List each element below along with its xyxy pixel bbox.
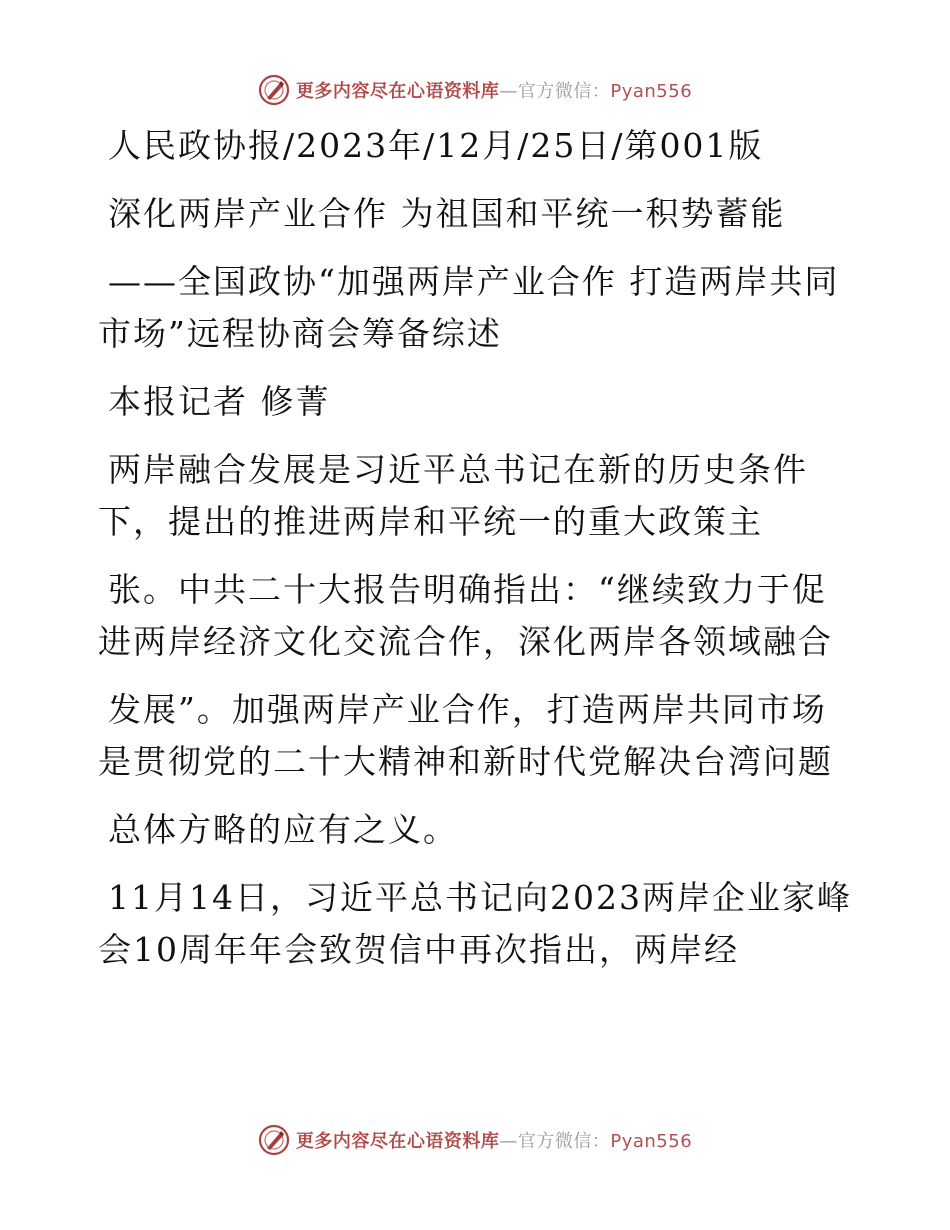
header-watermark [0, 72, 950, 108]
text-line: 下，提出的推进两岸和平统一的重大政策主 [98, 502, 763, 541]
paragraph [98, 256, 858, 360]
watermark-text [296, 1127, 692, 1153]
paragraph-gap [98, 428, 858, 444]
paragraph-gap [98, 240, 858, 256]
text-line: 人民政协报/2023年/12月/25日/第001版 [108, 126, 764, 165]
text-line: 是贯彻党的二十大精神和新时代党解决台湾问题 [98, 742, 833, 781]
watermark-brand: 更多内容尽在心语资料库 [295, 1131, 500, 1152]
text-line: 两岸融合发展是习近平总书记在新的历史条件 [108, 450, 808, 489]
paragraph-gap [98, 360, 858, 376]
text-line: 张。中共二十大报告明确指出：“继续致力于促 [108, 570, 827, 609]
text-line: 本报记者 修菁 [108, 382, 331, 421]
text-line: 深化两岸产业合作 为祖国和平统一积势蓄能 [108, 194, 786, 233]
paragraph [98, 684, 858, 788]
watermark-wechat-id: Pyan556 [610, 81, 693, 102]
paragraph-gap [98, 856, 858, 872]
text-line: 会10周年年会致贺信中再次指出，两岸经 [98, 930, 739, 969]
text-line: 市场”远程协商会筹备综述 [98, 314, 502, 353]
paragraph [98, 872, 858, 976]
text-line: ——全国政协“加强两岸产业合作 打造两岸共同 [108, 262, 840, 301]
paragraph-gap [98, 548, 858, 564]
text-line: 11月14日，习近平总书记向2023两岸企业家峰 [108, 878, 852, 917]
text-line: 进两岸经济文化交流合作，深化两岸各领域融合 [98, 622, 833, 661]
text-line: 总体方略的应有之义。 [108, 810, 458, 849]
paragraph [98, 564, 858, 668]
watermark-brand: 更多内容尽在心语资料库 [295, 81, 500, 102]
paragraph [98, 804, 858, 856]
pen-logo-icon [258, 1124, 290, 1156]
paragraph [98, 120, 858, 172]
paragraph [98, 444, 858, 548]
paragraph-gap [98, 788, 858, 804]
text-line: 发展”。加强两岸产业合作，打造两岸共同市场 [108, 690, 827, 729]
paragraph [98, 188, 858, 240]
watermark-separator: — [499, 81, 518, 102]
paragraph-gap [98, 172, 858, 188]
watermark-official-label: 官方微信： [517, 81, 611, 102]
footer-watermark [0, 1122, 950, 1158]
paragraph [98, 376, 858, 428]
watermark-wechat-id: Pyan556 [610, 1131, 693, 1152]
watermark-separator: — [499, 1131, 518, 1152]
watermark-text [296, 77, 692, 103]
pen-logo-icon [258, 74, 290, 106]
watermark-official-label: 官方微信： [517, 1131, 611, 1152]
paragraph-gap [98, 668, 858, 684]
article-body [98, 120, 858, 976]
